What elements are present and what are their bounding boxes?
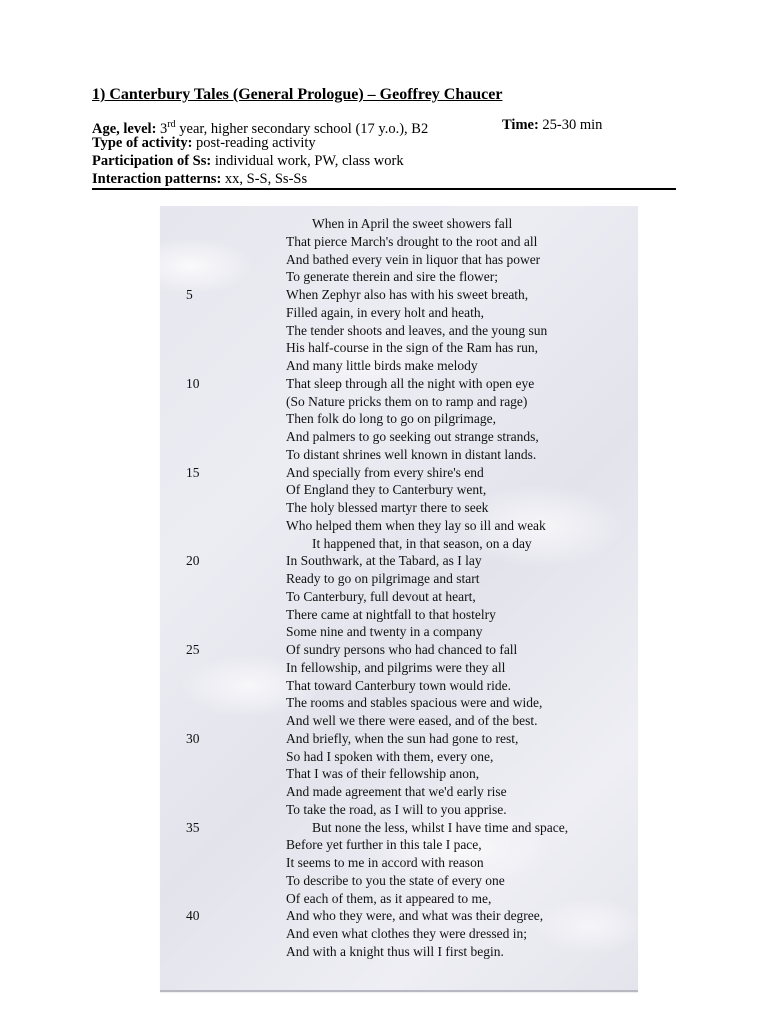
line-number: 30	[186, 730, 200, 746]
poem-line-text: To Canterbury, full devout at heart,	[286, 588, 476, 604]
poem-line-text: And bathed every vein in liquor that has power	[286, 251, 541, 267]
poem-line	[160, 358, 638, 376]
poem-line	[160, 500, 638, 518]
poem-line	[160, 571, 638, 589]
poem-line-text: The tender shoots and leaves, and the young sun	[286, 322, 548, 338]
poem-image	[160, 206, 638, 992]
poem-line	[160, 660, 638, 678]
poem-line-text: In fellowship, and pilgrims were they all	[286, 659, 506, 675]
poem-line-text: His half-course in the sign of the Ram has run,	[286, 340, 538, 356]
poem-line-text: It seems to me in accord with reason	[286, 855, 484, 870]
poem-line	[160, 252, 638, 270]
poem-line	[160, 766, 638, 784]
time-label: Time:	[502, 117, 539, 133]
poem-line-text: And briefly, when the sun had gone to rest,	[286, 730, 519, 746]
poem-line-text: Of sundry persons who had chanced to fall	[286, 642, 518, 657]
poem-line-text: When in April the sweet showers fall	[312, 216, 513, 231]
poem-line	[160, 323, 638, 341]
poem-line	[160, 908, 638, 926]
poem-line-text: That pierce March's drought to the root and all	[286, 233, 538, 249]
poem-line	[160, 944, 638, 962]
poem-line-text: And palmers to go seeking out strange strands,	[286, 429, 539, 444]
time-value: 25-30 min	[538, 117, 603, 133]
poem-line	[160, 305, 638, 323]
age-level-row	[92, 116, 676, 137]
poem-line-text: And many little birds make melody	[286, 358, 478, 373]
poem-line	[160, 820, 638, 838]
line-number: 15	[186, 464, 200, 480]
poem-line-text: Before yet further in this tale I pace,	[286, 837, 482, 853]
poem-line	[160, 553, 638, 571]
poem-line	[160, 926, 638, 944]
lesson-meta	[92, 116, 676, 188]
poem-line-text: That toward Canterbury town would ride.	[286, 677, 511, 693]
age-level-value-post: year, higher secondary school (17 y.o.), B2	[175, 120, 429, 137]
participation-value: individual work, PW, class work	[211, 153, 404, 169]
interaction-row	[92, 170, 676, 188]
participation-label: Participation of Ss:	[92, 153, 212, 169]
line-number: 25	[186, 642, 200, 657]
poem-line-text: And specially from every shire's end	[286, 464, 484, 480]
poem-line	[160, 340, 638, 358]
poem-line	[160, 216, 638, 234]
poem-line	[160, 429, 638, 447]
age-level-value-pre: 3	[156, 120, 168, 137]
poem-line	[160, 713, 638, 731]
poem-line	[160, 873, 638, 891]
activity-type-label: Type of activity:	[92, 135, 193, 151]
poem-line	[160, 287, 638, 305]
poem-line	[160, 607, 638, 625]
poem-line-text: And who they were, and what was their degree,	[286, 908, 544, 924]
poem-line-text: And even what clothes they were dressed in;	[286, 926, 528, 941]
poem-line-text: And with a knight thus will I first begin.	[286, 943, 504, 959]
poem-line-text: And well we there were eased, and of the best.	[286, 713, 538, 728]
poem-line	[160, 447, 638, 465]
poem-line	[160, 376, 638, 394]
poem-line-text: Of each of them, as it appeared to me,	[286, 890, 492, 906]
poem-line	[160, 518, 638, 536]
poem-line-text: The holy blessed martyr there to seek	[286, 500, 489, 515]
document-title: 1) Canterbury Tales (General Prologue) – Geoffrey Chaucer	[92, 86, 503, 103]
age-level-superscript: rd	[167, 119, 176, 130]
poem-line	[160, 394, 638, 412]
poem-line-text: Ready to go on pilgrimage and start	[286, 571, 480, 586]
line-number: 10	[186, 375, 200, 391]
poem-line	[160, 731, 638, 749]
poem-line-text: But none the less, whilst I have time and space,	[312, 819, 569, 835]
poem-line-text: When Zephyr also has with his sweet breath,	[286, 287, 529, 302]
poem-line	[160, 837, 638, 855]
poem-line	[160, 855, 638, 873]
poem-line-text: To describe to you the state of every one	[286, 872, 505, 888]
poem-line	[160, 465, 638, 483]
interaction-label: Interaction patterns:	[92, 171, 222, 187]
poem-line	[160, 536, 638, 554]
poem-line-text: That sleep through all the night with open eye	[286, 375, 535, 391]
poem-line	[160, 749, 638, 767]
poem-line	[160, 784, 638, 802]
participation-row	[92, 152, 676, 170]
line-number: 20	[186, 553, 200, 569]
poem-line-text: So had I spoken with them, every one,	[286, 748, 494, 764]
age-level-label: Age, level:	[92, 120, 157, 137]
poem-line-text: And made agreement that we'd early rise	[286, 784, 507, 799]
poem-line-text: To take the road, as I will to you apprise.	[286, 801, 507, 817]
poem-line	[160, 642, 638, 660]
poem-line	[160, 802, 638, 820]
poem-line	[160, 482, 638, 500]
poem-line-text: To generate therein and sire the flower;	[286, 269, 498, 285]
interaction-value: xx, S-S, Ss-Ss	[221, 171, 308, 187]
line-number: 35	[186, 819, 200, 835]
poem-line	[160, 269, 638, 287]
time-field	[502, 116, 602, 134]
activity-type-value: post-reading activity	[192, 135, 316, 151]
poem-line-text: Of England they to Canterbury went,	[286, 482, 487, 498]
header-divider	[92, 188, 676, 190]
poem-line	[160, 678, 638, 696]
poem-line	[160, 411, 638, 429]
poem-line-text: The rooms and stables spacious were and wide,	[286, 695, 543, 711]
line-number: 5	[186, 287, 193, 302]
activity-type-row	[92, 134, 676, 152]
poem-line	[160, 624, 638, 642]
poem-line	[160, 695, 638, 713]
poem-line-text: In Southwark, at the Tabard, as I lay	[286, 553, 482, 569]
line-number: 40	[186, 908, 200, 924]
poem-line-text: There came at nightfall to that hostelry	[286, 606, 496, 622]
poem-line-text: Then folk do long to go on pilgrimage,	[286, 411, 496, 427]
poem-line-text: That I was of their fellowship anon,	[286, 766, 480, 782]
poem-line-text: Some nine and twenty in a company	[286, 624, 483, 640]
poem-line-text: Who helped them when they lay so ill and weak	[286, 517, 546, 533]
poem-line-text: It happened that, in that season, on a day	[312, 535, 532, 551]
poem-line	[160, 234, 638, 252]
poem-line-text: Filled again, in every holt and heath,	[286, 304, 484, 320]
poem-line-text: To distant shrines well known in distant lands.	[286, 446, 537, 462]
poem-line-text: (So Nature pricks them on to ramp and rage)	[286, 393, 528, 409]
poem-line	[160, 891, 638, 909]
poem-line	[160, 589, 638, 607]
